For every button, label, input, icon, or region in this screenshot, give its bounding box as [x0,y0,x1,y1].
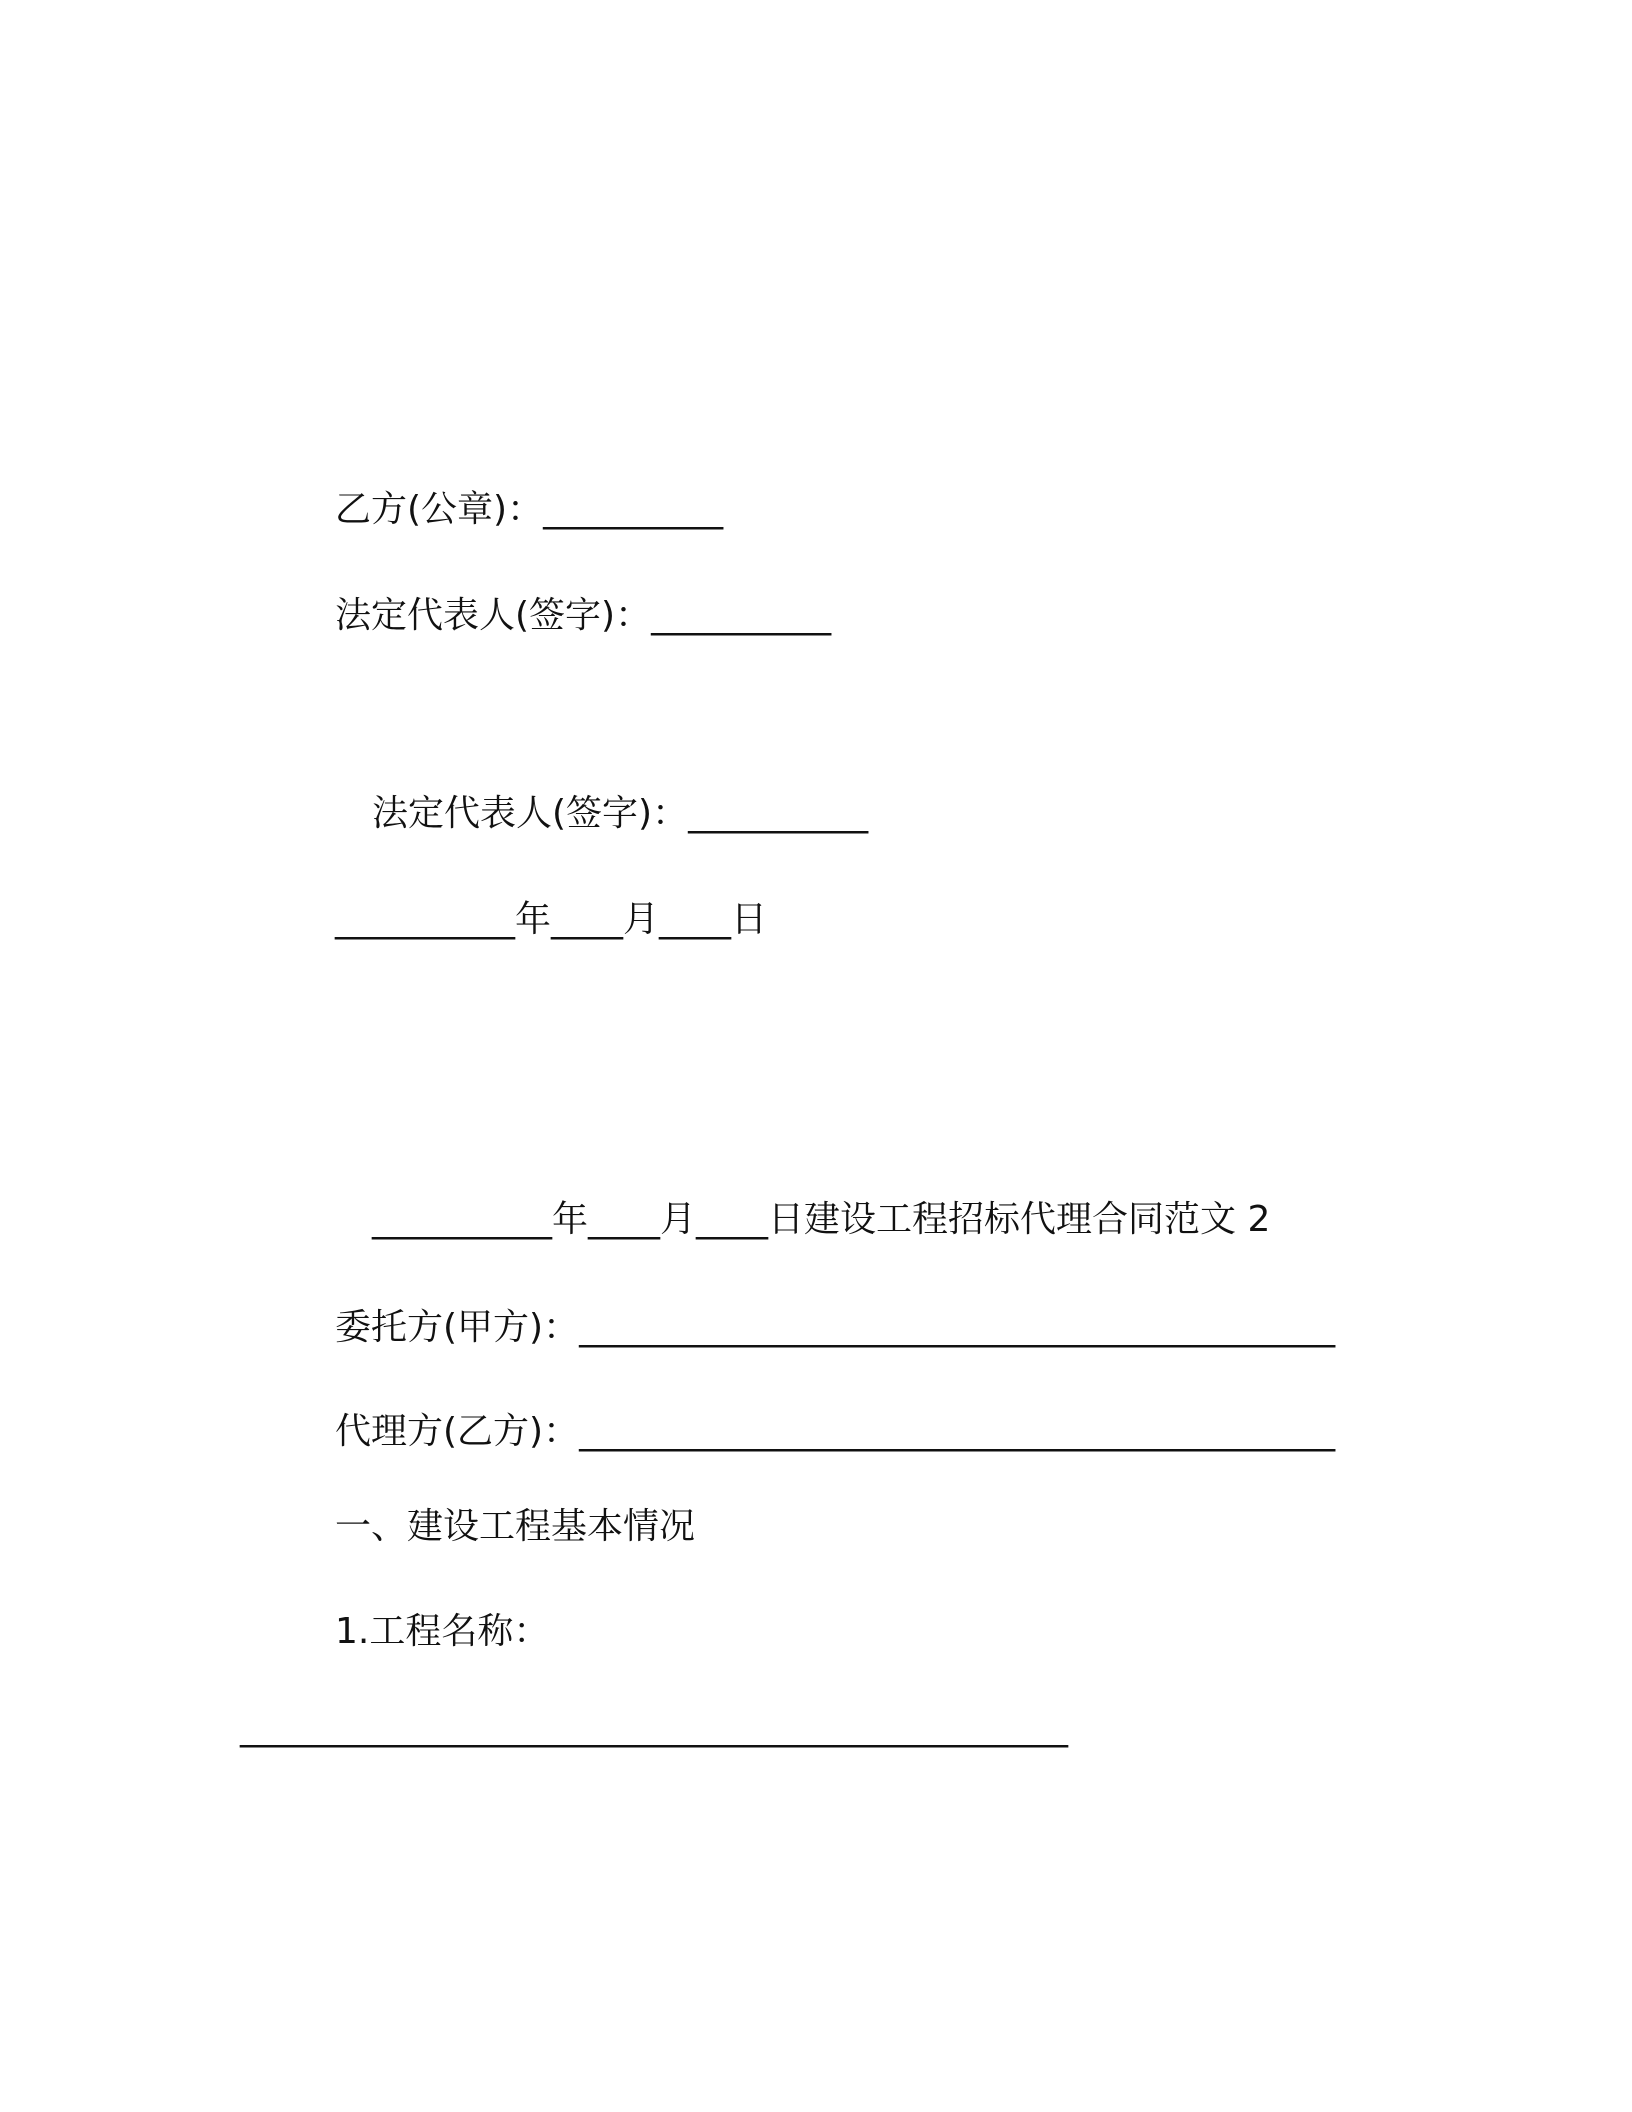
project-name-label: 1.工程名称： [335,1611,550,1652]
project-name-blank-line: ______________________________________________ [240,1707,1068,1748]
party-b-seal-line: 乙方(公章)：__________ [335,489,724,530]
client-party-a-line: 委托方(甲方)：__________________________________________ [335,1307,1336,1348]
legal-representative-signature-line: 法定代表人(签字)：__________ [335,595,832,636]
legal-representative-signature-line: 法定代表人(签字)：__________ [372,793,869,834]
contract-title-line: __________年____月____日建设工程招标代理合同范文 2 [372,1199,1271,1240]
date-line: __________年____月____日 [335,899,767,940]
agent-party-b-line: 代理方(乙方)：__________________________________________ [335,1411,1336,1452]
section-heading: 一、建设工程基本情况 [335,1506,696,1547]
